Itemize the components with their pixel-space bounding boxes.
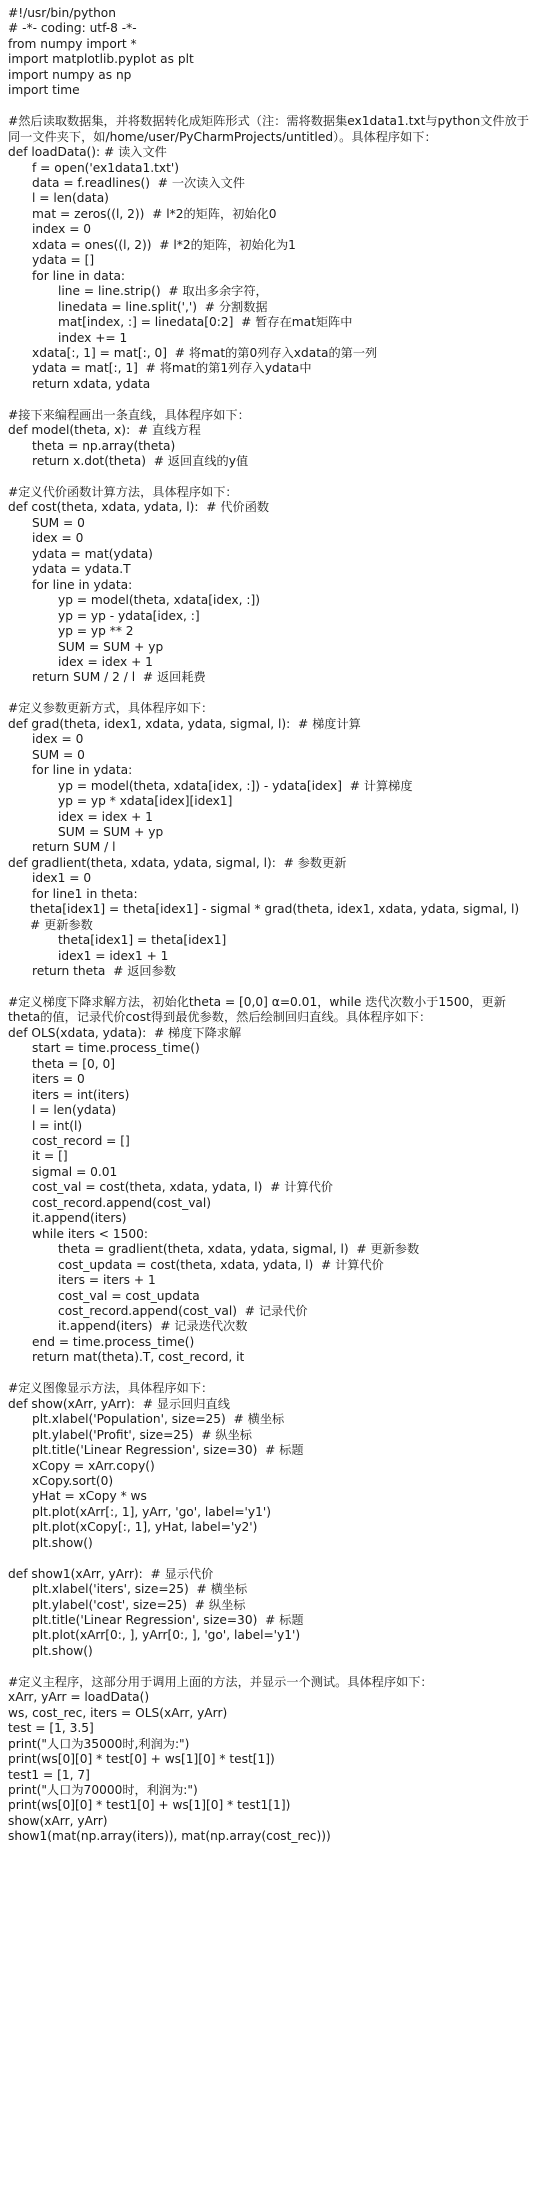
blank-line	[8, 1659, 532, 1674]
code-line: idex = idex + 1	[58, 654, 153, 669]
blank-line	[8, 392, 532, 407]
code-line: def gradlient(theta, xdata, ydata, sigmal, l): # 参数更新	[8, 855, 347, 870]
code-line: it = []	[32, 1149, 68, 1164]
blank-line	[8, 1366, 532, 1381]
code-line: l = len(data)	[32, 191, 109, 206]
code-line: def grad(theta, idex1, xdata, ydata, sigmal, l): # 梯度计算	[8, 716, 361, 731]
code-line: def cost(theta, xdata, ydata, l): # 代价函数	[8, 500, 270, 515]
code-line: idex1 = idex1 + 1	[58, 948, 169, 963]
code-line: for line in ydata:	[32, 763, 133, 778]
code-line: yp = yp - ydata[idex, :]	[58, 608, 200, 623]
code-line: it.append(iters)	[32, 1211, 127, 1226]
code-line: linedata = line.split(',') # 分割数据	[58, 299, 268, 314]
code-line: l = len(ydata)	[32, 1103, 117, 1118]
code-line: theta = [0, 0]	[32, 1056, 115, 1071]
blank-line	[8, 470, 532, 485]
code-line: plt.show()	[32, 1643, 93, 1658]
code-line: yp = model(theta, xdata[idex, :])	[58, 593, 261, 608]
code-line: plt.plot(xCopy[:, 1], yHat, label='y2')	[32, 1520, 258, 1535]
comment-line: #定义主程序，这部分用于调用上面的方法，并显示一个测试。具体程序如下：	[8, 1674, 433, 1689]
code-line: plt.show()	[32, 1535, 93, 1550]
code-line: def OLS(xdata, ydata): # 梯度下降求解	[8, 1025, 242, 1040]
code-line: test1 = [1, 7]	[8, 1767, 90, 1782]
code-line: mat[index, :] = linedata[0:2] # 暂存在mat矩阵中	[58, 315, 353, 330]
code-line: plt.ylabel('Profit', size=25) # 纵坐标	[32, 1427, 252, 1442]
comment-line: #定义参数更新方式，具体程序如下：	[8, 701, 214, 716]
code-line: return SUM / 2 / l # 返回耗费	[32, 670, 206, 685]
code-line: theta = np.array(theta)	[32, 438, 176, 453]
code-line: return theta # 返回参数	[32, 964, 176, 979]
blank-line	[8, 99, 532, 114]
code-line: print("人口为70000时，利润为:")	[8, 1782, 198, 1797]
code-line: yHat = xCopy * ws	[32, 1489, 147, 1504]
code-line: plt.xlabel('iters', size=25) # 横坐标	[32, 1582, 248, 1597]
code-line: cost_val = cost_updata	[58, 1288, 200, 1303]
comment-line: #然后读取数据集，并将数据转化成矩阵形式（注：需将数据集ex1data1.txt与python文件放于同一文件夹下，如/home/user/PyCharmProjects/untitled）。具体程序如下：	[8, 114, 529, 144]
code-line: SUM = SUM + yp	[58, 824, 164, 839]
code-line: def show1(xArr, yArr): # 显示代价	[8, 1566, 214, 1581]
code-line: return mat(theta).T, cost_record, it	[32, 1350, 245, 1365]
code-line: index = 0	[32, 222, 92, 237]
code-line: return xdata, ydata	[32, 376, 151, 391]
blank-line	[8, 1551, 532, 1566]
comment-line: #!/usr/bin/python	[8, 6, 116, 20]
code-line: def loadData(): # 读入文件	[8, 145, 167, 160]
code-line: plt.title('Linear Regression', size=30) # 标题	[32, 1443, 304, 1458]
code-line: for line in data:	[32, 268, 126, 283]
code-line: yp = yp ** 2	[58, 624, 134, 639]
code-line: xCopy.sort(0)	[32, 1473, 114, 1488]
code-line: ydata = []	[32, 253, 95, 268]
code-line: cost_updata = cost(theta, xdata, ydata, l) # 计算代价	[58, 1257, 384, 1272]
code-line: import numpy as np	[8, 67, 132, 82]
code-line: idex = idex + 1	[58, 809, 153, 824]
code-line: from numpy import *	[8, 36, 137, 51]
code-line: for line in ydata:	[32, 577, 133, 592]
code-line: data = f.readlines() # 一次读入文件	[32, 175, 245, 190]
blank-line	[8, 979, 532, 994]
comment-line: #接下来编程画出一条直线，具体程序如下：	[8, 407, 250, 422]
code-line: ws, cost_rec, iters = OLS(xArr, yArr)	[8, 1705, 228, 1720]
code-line: theta[idex1] = theta[idex1] - sigmal * grad(theta, idex1, xdata, ydata, sigmal, l) # 更新参数	[30, 902, 527, 932]
code-line: for line1 in theta:	[32, 886, 138, 901]
blank-line	[8, 686, 532, 701]
code-line: f = open('ex1data1.txt')	[32, 160, 179, 175]
code-line: yp = yp * xdata[idex][idex1]	[58, 794, 233, 809]
comment-line: #定义图像显示方法，具体程序如下：	[8, 1381, 214, 1396]
code-line: ydata = mat[:, 1] # 将mat的第1列存入ydata中	[32, 361, 312, 376]
code-line: cost_record.append(cost_val)	[32, 1195, 212, 1210]
code-line: plt.plot(xArr[0:, ], yArr[0:, ], 'go', label='y1')	[32, 1628, 301, 1643]
code-line: mat = zeros((l, 2)) # l*2的矩阵，初始化0	[32, 206, 277, 221]
code-line: idex = 0	[32, 732, 84, 747]
code-line: cost_val = cost(theta, xdata, ydata, l) # 计算代价	[32, 1180, 333, 1195]
code-line: iters = int(iters)	[32, 1087, 130, 1102]
code-line: plt.plot(xArr[:, 1], yArr, 'go', label='y1')	[32, 1504, 271, 1519]
code-line: return x.dot(theta) # 返回直线的y值	[32, 454, 249, 469]
code-line: ydata = ydata.T	[32, 562, 131, 577]
code-line: print(ws[0][0] * test[0] + ws[1][0] * test[1])	[8, 1752, 275, 1767]
code-line: index += 1	[58, 330, 128, 345]
code-line: l = int(l)	[32, 1118, 83, 1133]
code-line: test = [1, 3.5]	[8, 1721, 94, 1736]
code-line: plt.title('Linear Regression', size=30) # 标题	[32, 1613, 304, 1628]
comment-line: # -*- coding: utf-8 -*-	[8, 21, 137, 36]
code-line: show1(mat(np.array(iters)), mat(np.array(cost_rec)))	[8, 1829, 331, 1844]
code-line: xCopy = xArr.copy()	[32, 1458, 155, 1473]
code-line: SUM = 0	[32, 515, 85, 530]
code-line: theta[idex1] = theta[idex1]	[58, 933, 227, 948]
code-line: xdata[:, 1] = mat[:, 0] # 将mat的第0列存入xdata的第一列	[32, 345, 378, 360]
code-line: iters = iters + 1	[58, 1273, 156, 1288]
code-line: xdata = ones((l, 2)) # l*2的矩阵，初始化为1	[32, 237, 296, 252]
code-line: it.append(iters) # 记录迭代次数	[58, 1319, 248, 1334]
code-line: idex = 0	[32, 531, 84, 546]
code-line: print("人口为35000时,利润为:")	[8, 1736, 190, 1751]
code-line: iters = 0	[32, 1072, 85, 1087]
code-line: def show(xArr, yArr): # 显示回归直线	[8, 1396, 230, 1411]
code-line: line = line.strip() # 取出多余字符，	[58, 284, 268, 299]
code-line: plt.xlabel('Population', size=25) # 横坐标	[32, 1412, 285, 1427]
code-line: yp = model(theta, xdata[idex, :]) - ydata[idex] # 计算梯度	[58, 778, 413, 793]
code-line: def model(theta, x): # 直线方程	[8, 423, 201, 438]
code-line: ydata = mat(ydata)	[32, 546, 153, 561]
code-line: plt.ylabel('cost', size=25) # 纵坐标	[32, 1597, 246, 1612]
code-line: xArr, yArr = loadData()	[8, 1690, 150, 1705]
code-line: cost_record.append(cost_val) # 记录代价	[58, 1303, 308, 1318]
code-line: SUM = 0	[32, 747, 85, 762]
code-line: theta = gradlient(theta, xdata, ydata, sigmal, l) # 更新参数	[58, 1242, 420, 1257]
code-line: end = time.process_time()	[32, 1334, 195, 1349]
code-line: SUM = SUM + yp	[58, 639, 164, 654]
code-line: sigmal = 0.01	[32, 1164, 118, 1179]
comment-line: #定义梯度下降求解方法，初始化theta = [0,0] α=0.01，while 迭代次数小于1500，更新theta的值，记录代价cost得到最优参数，然后绘制回归直线。具体程序如下：	[8, 994, 506, 1025]
code-line: while iters < 1500:	[32, 1226, 148, 1241]
code-line: return SUM / l	[32, 840, 116, 855]
code-line: start = time.process_time()	[32, 1041, 200, 1056]
code-line: print(ws[0][0] * test1[0] + ws[1][0] * test1[1])	[8, 1798, 291, 1813]
code-line: import time	[8, 83, 80, 98]
code-line: idex1 = 0	[32, 871, 92, 886]
code-line: import matplotlib.pyplot as plt	[8, 52, 194, 67]
comment-line: #定义代价函数计算方法，具体程序如下：	[8, 485, 238, 499]
code-line: cost_record = []	[32, 1134, 130, 1148]
code-line: show(xArr, yArr)	[8, 1813, 108, 1828]
